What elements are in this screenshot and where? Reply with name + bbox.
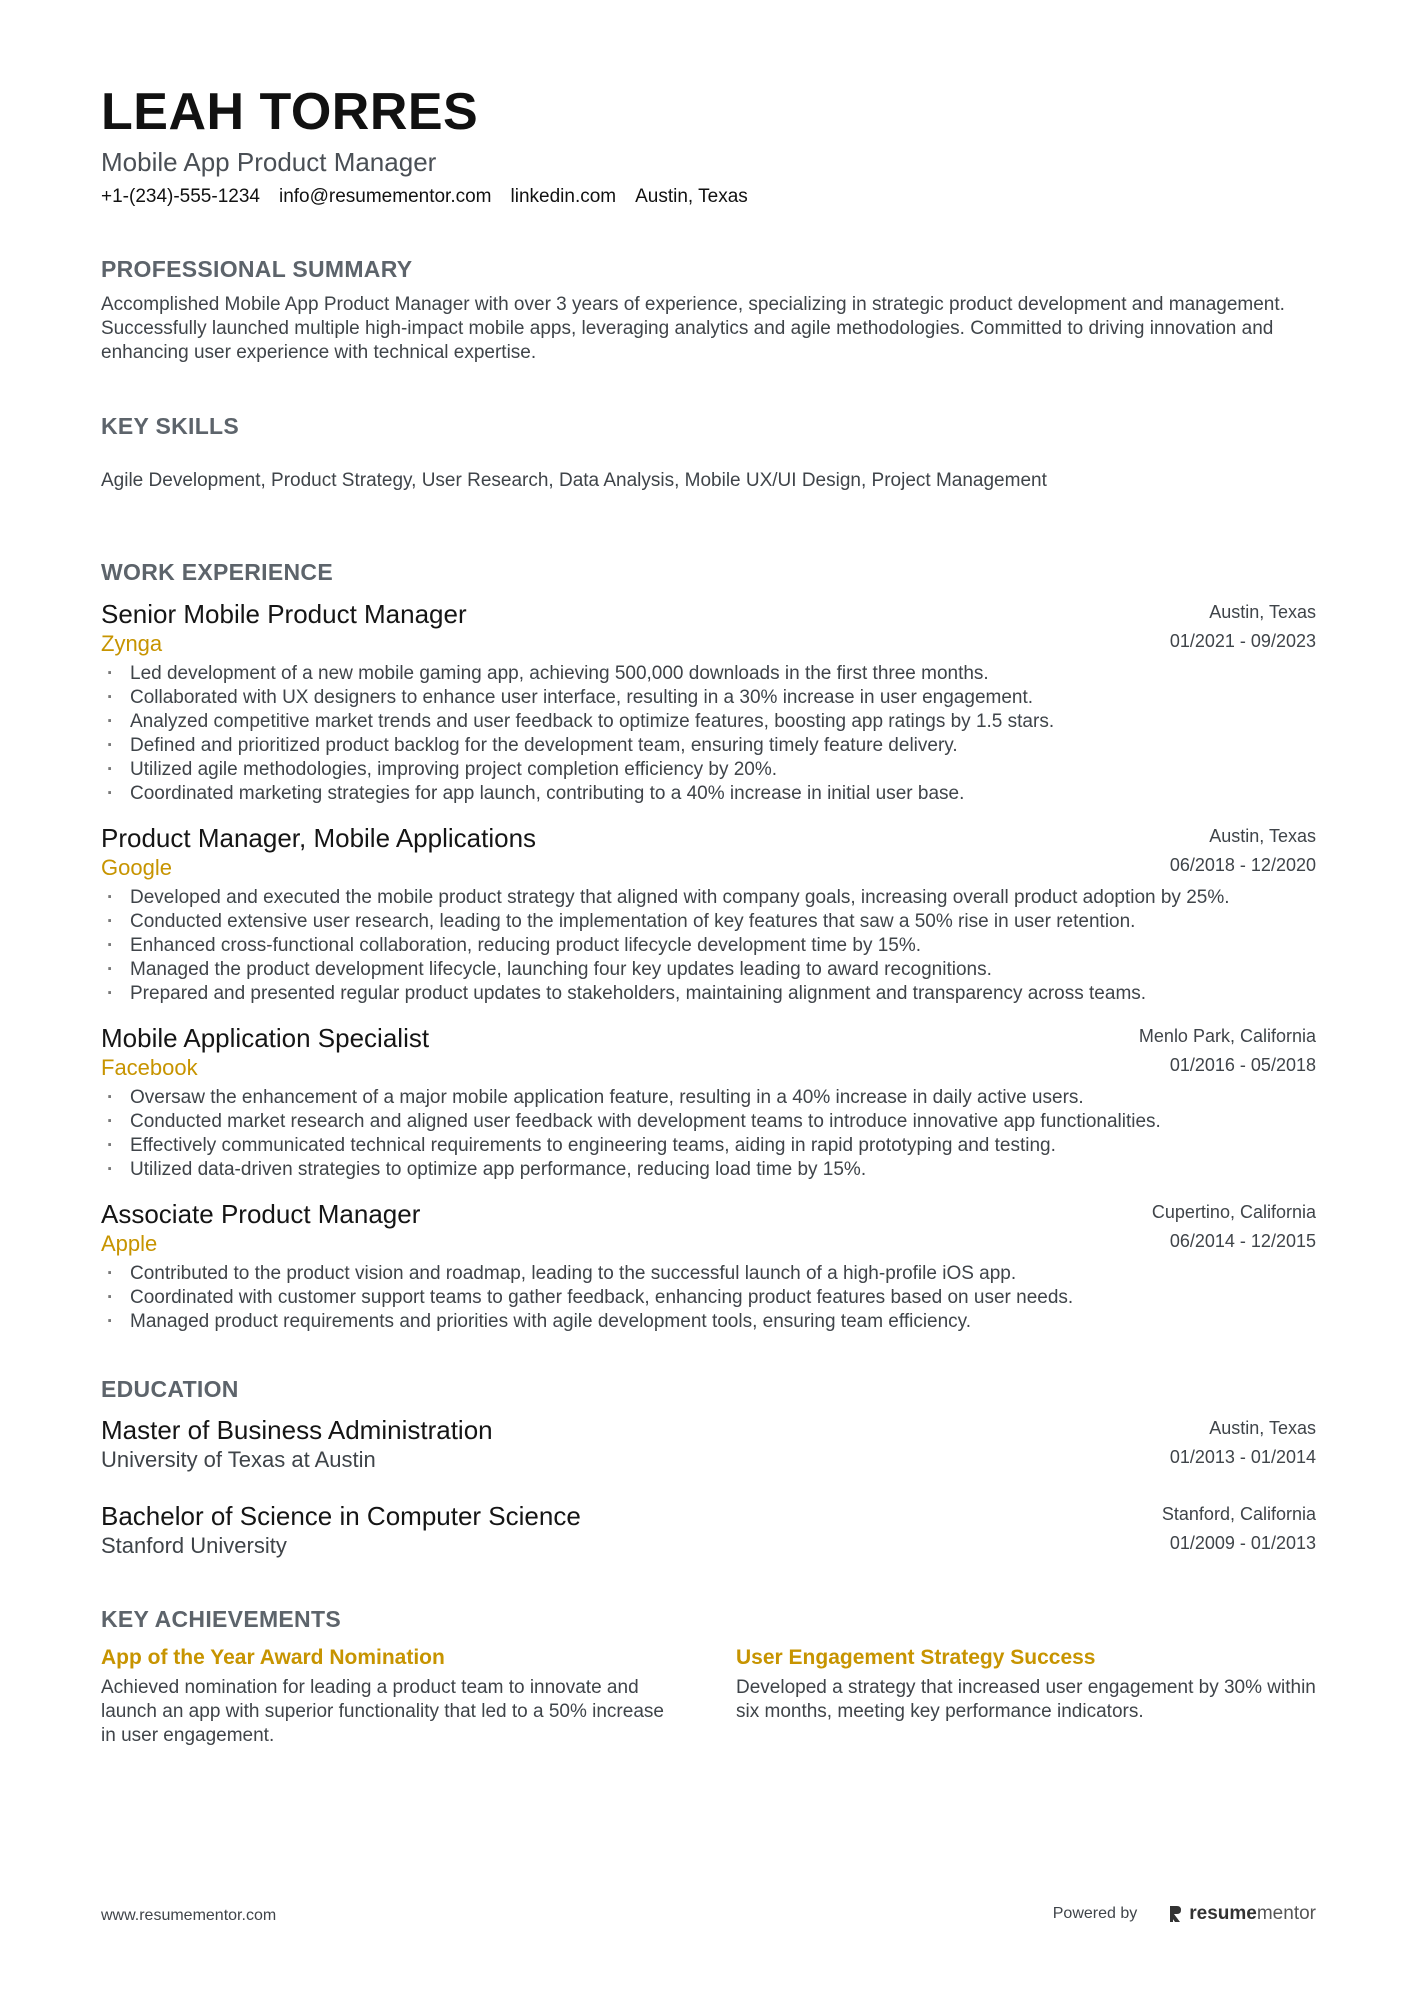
job-bullet: · Utilized data-driven strategies to optimize app performance, reducing load time by 15%. <box>101 1158 1316 1182</box>
job-entry <box>101 598 1316 806</box>
job-bullet: · Contributed to the product vision and roadmap, leading to the successful launch of a high-profile iOS app. <box>101 1262 1316 1286</box>
job-title: Product Manager, Mobile Applications <box>101 823 537 853</box>
experience-heading: WORK EXPERIENCE <box>101 559 333 585</box>
resumementor-logo-icon <box>1167 1904 1183 1924</box>
achievement-item <box>736 1644 1316 1748</box>
footer-branding <box>1053 1903 1316 1925</box>
achievement-title: App of the Year Award Nomination <box>101 1646 445 1669</box>
job-bullet: · Oversaw the enhancement of a major mobile application feature, resulting in a 40% increase in daily active users. <box>101 1086 1316 1110</box>
education-dates: 01/2009 - 01/2013 <box>1169 1533 1316 1553</box>
job-entry <box>101 1198 1316 1334</box>
achievement-text: Developed a strategy that increased user engagement by 30% within six months, meeting key performance indicators. <box>736 1677 1316 1722</box>
resume-header <box>101 82 1316 210</box>
job-company: Apple <box>101 1231 158 1256</box>
summary-text: Accomplished Mobile App Product Manager with over 3 years of experience, specializing in strategic product development and management. Successfully launched multiple high-impact mobile apps, leveraging analytics and agile methodologies. Committed to driving innovation and enhancing user experience with technical expertise. <box>101 294 1285 363</box>
job-bullet: · Utilized agile methodologies, improving project completion efficiency by 20%. <box>101 758 1316 782</box>
job-bullets <box>101 886 1316 1006</box>
education-entry <box>101 1500 1316 1560</box>
summary-heading: PROFESSIONAL SUMMARY <box>101 256 413 282</box>
job-bullets <box>101 1086 1316 1182</box>
contact-phone: +1-(234)-555-1234 <box>101 186 260 207</box>
job-bullet: · Enhanced cross-functional collaboration, reducing product lifecycle development time by 15%. <box>101 934 1316 958</box>
resume-page <box>101 82 1316 1748</box>
job-dates: 01/2016 - 05/2018 <box>1169 1055 1316 1075</box>
skills-text: Agile Development, Product Strategy, User Research, Data Analysis, Mobile UX/UI Design, Project Management <box>101 470 1047 491</box>
footer-website[interactable]: www.resumementor.com <box>101 1907 277 1924</box>
education-heading: EDUCATION <box>101 1376 239 1402</box>
education-school: Stanford University <box>101 1533 287 1558</box>
job-company: Facebook <box>101 1055 198 1080</box>
job-dates: 01/2021 - 09/2023 <box>1169 631 1316 651</box>
education-section <box>101 1374 1316 1560</box>
job-title: Associate Product Manager <box>101 1199 421 1229</box>
achievements-section <box>101 1604 1316 1748</box>
education-dates: 01/2013 - 01/2014 <box>1169 1447 1316 1467</box>
achievement-text: Achieved nomination for leading a product team to innovate and launch an app with superior functionality that led to a 50% increase in user engagement. <box>101 1677 664 1746</box>
job-dates: 06/2018 - 12/2020 <box>1169 855 1316 875</box>
job-bullet: · Effectively communicated technical requirements to engineering teams, aiding in rapid prototyping and testing. <box>101 1134 1316 1158</box>
job-title: Senior Mobile Product Manager <box>101 599 467 629</box>
job-location: Austin, Texas <box>1209 826 1316 846</box>
candidate-title: Mobile App Product Manager <box>101 147 437 177</box>
achievements-heading: KEY ACHIEVEMENTS <box>101 1606 341 1632</box>
job-bullet: · Defined and prioritized product backlog for the development team, ensuring timely feature delivery. <box>101 734 1316 758</box>
job-dates: 06/2014 - 12/2015 <box>1169 1231 1316 1251</box>
powered-by-label: Powered by <box>1052 1905 1138 1922</box>
education-school: University of Texas at Austin <box>101 1447 376 1472</box>
job-location: Cupertino, California <box>1151 1202 1316 1222</box>
job-bullet: · Coordinated marketing strategies for app launch, contributing to a 40% increase in initial user base. <box>101 782 1316 806</box>
education-degree: Master of Business Administration <box>101 1415 493 1445</box>
job-location: Austin, Texas <box>1209 602 1316 622</box>
contact-email[interactable]: info@resumementor.com <box>278 186 492 207</box>
job-location: Menlo Park, California <box>1138 1026 1316 1046</box>
job-company: Zynga <box>101 631 163 656</box>
job-bullet: · Coordinated with customer support teams to gather feedback, enhancing product features based on user needs. <box>101 1286 1316 1310</box>
job-bullet: · Led development of a new mobile gaming app, achieving 500,000 downloads in the first three months. <box>101 662 1316 686</box>
contact-bar <box>101 184 1316 210</box>
brand-name-light: mentor <box>1256 1903 1316 1924</box>
job-bullet: · Managed the product development lifecycle, launching four key updates leading to award recognitions. <box>101 958 1316 982</box>
brand-name-bold: resume <box>1189 1903 1257 1924</box>
job-bullets <box>101 662 1316 806</box>
achievement-title: User Engagement Strategy Success <box>736 1646 1096 1669</box>
achievement-item <box>101 1644 681 1748</box>
job-bullet: · Analyzed competitive market trends and user feedback to optimize features, boosting app ratings by 1.5 stars. <box>101 710 1316 734</box>
education-location: Austin, Texas <box>1209 1418 1316 1438</box>
experience-section <box>101 557 1316 1334</box>
candidate-name: LEAH TORRES <box>101 83 479 141</box>
job-bullet: · Conducted market research and aligned user feedback with development teams to introduce innovative app functionalities. <box>101 1110 1316 1134</box>
education-degree: Bachelor of Science in Computer Science <box>101 1501 581 1531</box>
education-location: Stanford, California <box>1161 1504 1316 1524</box>
job-bullet: · Managed product requirements and priorities with agile development tools, ensuring team efficiency. <box>101 1310 1316 1334</box>
job-entry <box>101 1022 1316 1182</box>
job-bullet: · Developed and executed the mobile product strategy that aligned with company goals, increasing overall product adoption by 25%. <box>101 886 1316 910</box>
contact-linkedin[interactable]: linkedin.com <box>510 186 617 207</box>
contact-location: Austin, Texas <box>635 186 748 207</box>
job-bullet: · Conducted extensive user research, leading to the implementation of key features that saw a 50% rise in user retention. <box>101 910 1316 934</box>
job-bullet: · Collaborated with UX designers to enhance user interface, resulting in a 30% increase in user engagement. <box>101 686 1316 710</box>
skills-heading: KEY SKILLS <box>101 413 240 439</box>
job-title: Mobile Application Specialist <box>101 1023 430 1053</box>
job-bullet: · Prepared and presented regular product updates to stakeholders, maintaining alignment and transparency across teams. <box>101 982 1316 1006</box>
job-bullets <box>101 1262 1316 1334</box>
education-entry <box>101 1414 1316 1474</box>
brand-logo[interactable] <box>1167 1903 1316 1925</box>
job-entry <box>101 822 1316 1006</box>
job-company: Google <box>101 855 172 880</box>
skills-section <box>101 411 1316 493</box>
summary-section <box>101 254 1316 365</box>
